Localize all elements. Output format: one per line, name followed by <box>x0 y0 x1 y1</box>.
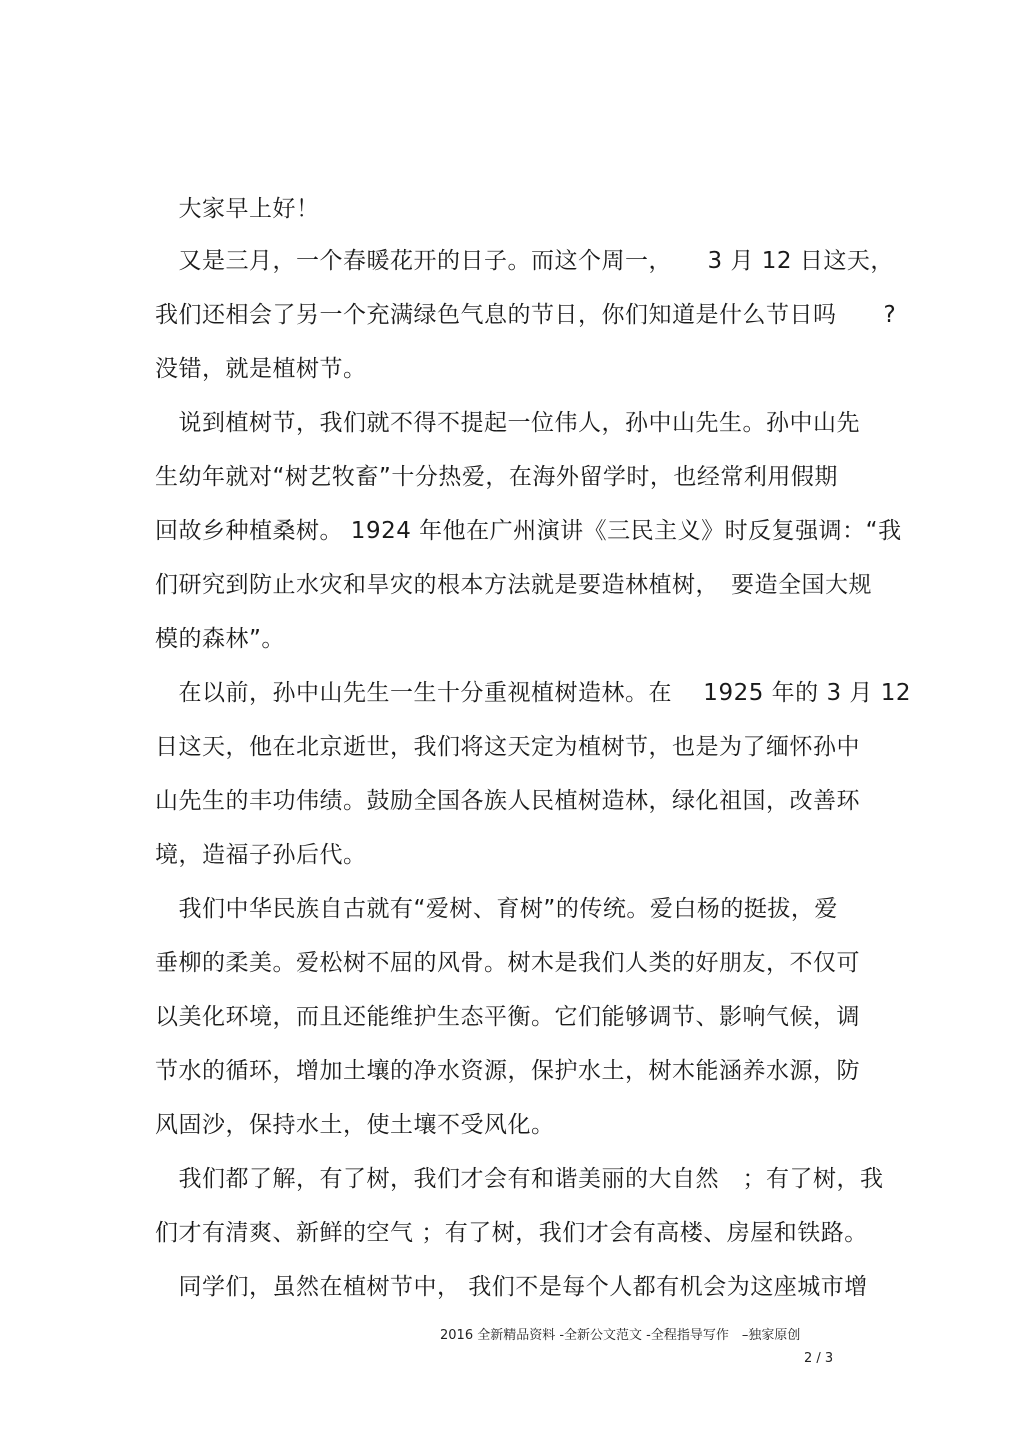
text-line: 们研究到防止水灾和旱灾的根本方法就是要造林植树， 要造全国大规 <box>155 572 872 598</box>
text-line: 们才有清爽、新鲜的空气 ；有了树，我们才会有高楼、房屋和铁路。 <box>155 1220 868 1246</box>
text-line: 我们还相会了另一个充满绿色气息的节日，你们知道是什么节日吗 ? <box>155 302 897 328</box>
page-number: 2 / 3 <box>804 1351 834 1366</box>
text-line: 我们都了解，有了树，我们才会有和谐美丽的大自然 ；有了树，我 <box>155 1166 884 1192</box>
text-line: 说到植树节，我们就不得不提起一位伟人，孙中山先生。孙中山先 <box>155 410 860 436</box>
text-line: 又是三月，一个春暖花开的日子。而这个周一， 3 月 12 日这天， <box>155 248 894 274</box>
text-line: 生幼年就对“树艺牧畜”十分热爱，在海外留学时，也经常利用假期 <box>155 464 838 490</box>
text-line: 境，造福子孙后代。 <box>155 842 367 868</box>
text-line: 大家早上好！ <box>155 196 320 222</box>
text-line: 风固沙，保持水土，使土壤不受风化。 <box>155 1112 555 1138</box>
footer-text: 2016 全新精品资料 -全新公文范文 -全程指导写作 –独家原创 <box>440 1328 801 1343</box>
text-line: 山先生的丰功伟绩。鼓励全国各族人民植树造林，绿化祖国，改善环 <box>155 788 860 814</box>
text-line: 以美化环境，而且还能维护生态平衡。它们能够调节、影响气候，调 <box>155 1004 860 1030</box>
text-line: 我们中华民族自古就有“爱树、育树”的传统。爱白杨的挺拔，爱 <box>155 896 838 922</box>
text-line: 在以前，孙中山先生一生十分重视植树造林。在 1925 年的 3 月 12 <box>155 680 911 706</box>
text-line: 没错，就是植树节。 <box>155 356 367 382</box>
text-line: 节水的循环，增加土壤的净水资源，保护水土，树木能涵养水源，防 <box>155 1058 860 1084</box>
text-line: 垂柳的柔美。爱松树不屈的风骨。树木是我们人类的好朋友，不仅可 <box>155 950 860 976</box>
text-line: 日这天，他在北京逝世，我们将这天定为植树节，也是为了缅怀孙中 <box>155 734 860 760</box>
text-line: 同学们，虽然在植树节中， 我们不是每个人都有机会为这座城市增 <box>155 1274 868 1300</box>
text-line: 模的森林”。 <box>155 626 285 652</box>
text-line: 回故乡种植桑树。 1924 年他在广州演讲《三民主义》时反复强调：“我 <box>155 518 902 544</box>
